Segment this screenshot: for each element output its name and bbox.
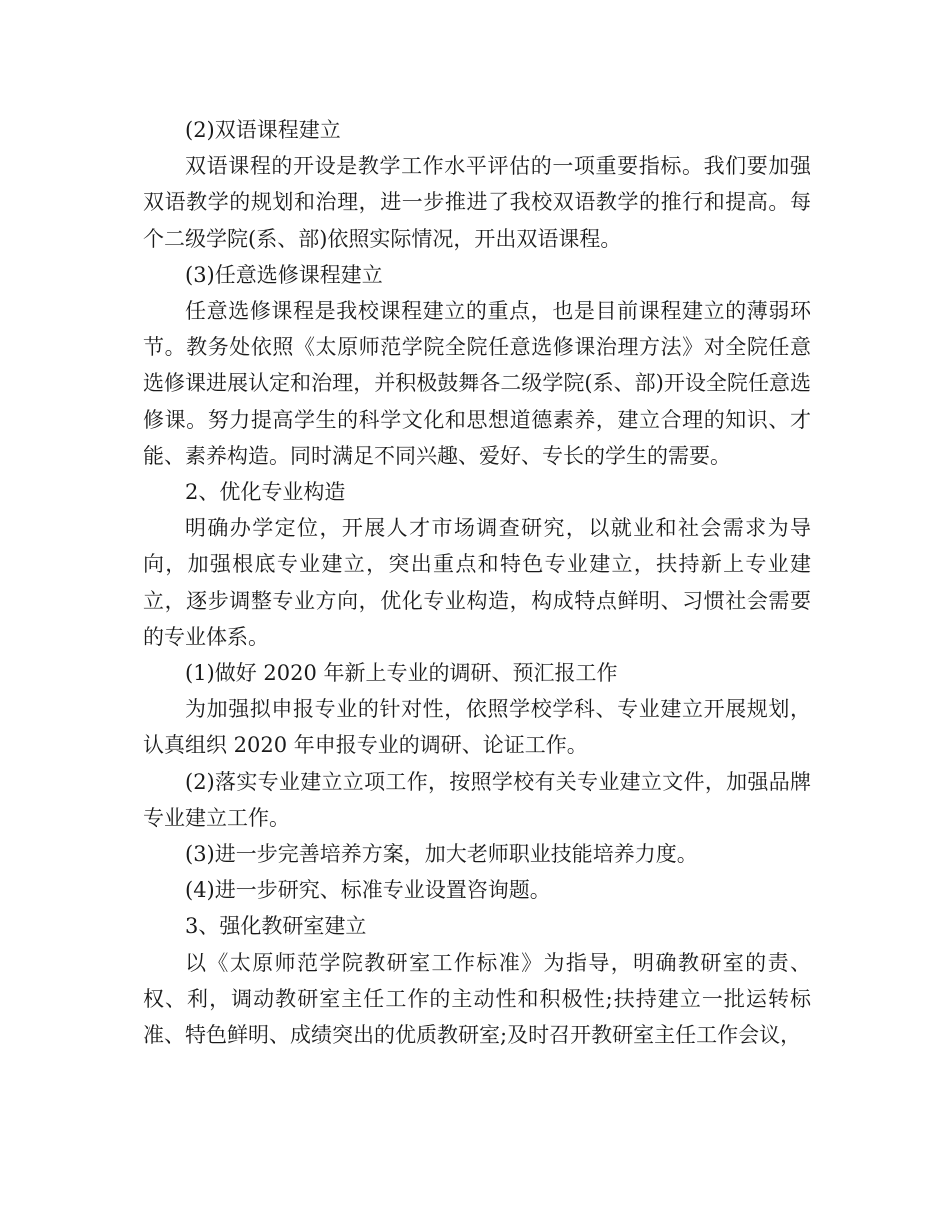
heading-optimize-majors: 2、优化专业构造 [185,480,346,505]
heading-new-majors-research: (1)做好 2020 年新上专业的调研、预汇报工作 [185,661,618,686]
paragraph-bilingual-courses: 双语课程的开设是教学工作水平评估的一项重要指标。我们要加强双语教学的规划和治理，进一步推进了我校双语教学的推行和提高。每个二级学院(系、部)依照实际情况，开出双语课程。 [143,154,811,251]
paragraph-teaching-research-office: 以《太原师范学院教研室工作标准》为指导，明确教研室的责、权、利，调动教研室主任工作的主动性和积极性;扶持建立一批运转标准、特色鲜明、成绩突出的优质教研室;及时召开教研室主任工作会议， [143,950,811,1048]
heading-teaching-research-office: 3、强化教研室建立 [185,914,367,939]
paragraph-optimize-majors: 明确办学定位，开展人才市场调查研究，以就业和社会需求为导向，加强根底专业建立，突出重点和特色专业建立，扶持新上专业建立，逐步调整专业方向，优化专业构造，构成特点鲜明、习惯社会需要的专业体系。 [143,516,811,649]
heading-bilingual-courses: (2)双语课程建立 [185,118,341,142]
document-body [143,112,811,1053]
item-major-settings: (4)进一步研究、标准专业设置咨询题。 [185,878,551,903]
item-project-approval: (2)落实专业建立立项工作，按照学校有关专业建立文件，加强品牌专业建立工作。 [143,769,811,830]
paragraph-elective-courses: 任意选修课程是我校课程建立的重点，也是目前课程建立的薄弱环节。教务处依照《太原师范学院全院任意选修课治理方法》对全院任意选修课进展认定和治理，并积极鼓舞各二级学院(系、部)开设全院任意选修课。努力提高学生的科学文化和思想道德素养，建立合理的知识、才能、素养构造。同时满足不同兴趣、爱好、专长的学生的需要。 [143,299,811,468]
heading-elective-courses: (3)任意选修课程建立 [185,262,383,287]
item-training-plan: (3)进一步完善培养方案，加大老师职业技能培养力度。 [185,842,698,867]
paragraph-new-majors-research: 为加强拟申报专业的针对性，依照学校学科、专业建立开展规划，认真组织 2020 年申报专业的调研、论证工作。 [143,697,811,758]
